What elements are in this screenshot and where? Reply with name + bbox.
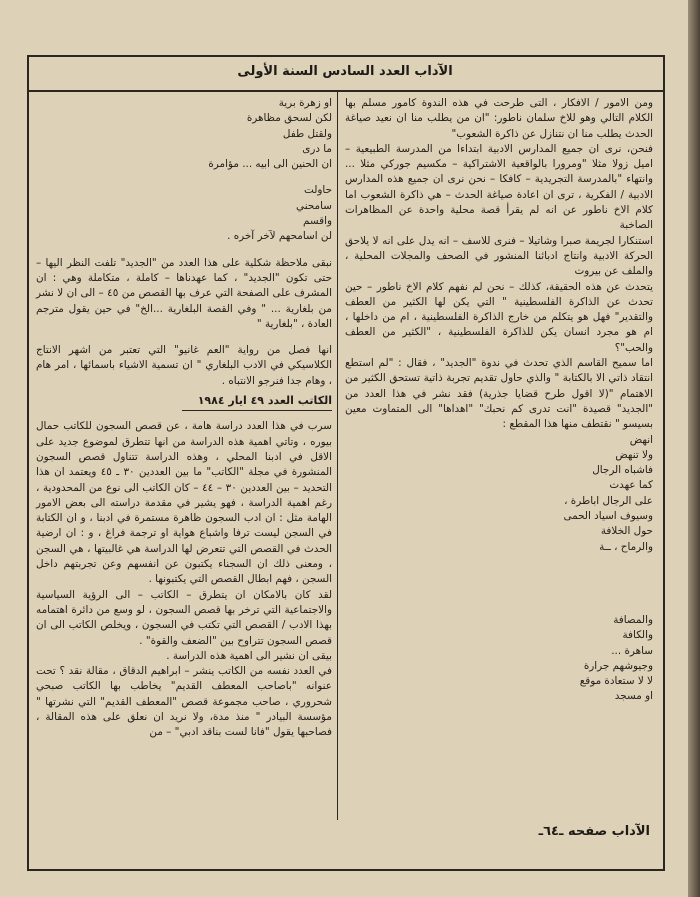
paragraph: فنحن، نرى ان جميع المدارس الادبية ابتداءا من المدرسة الطبيعية – اميل زولا مثلا "ومرورا بالواقعية الاشتراكية – مكسيم جوركي مثلا ... وانتهاء "بالمدرسة التجريدية – كافكا – نحن نرى ان جميع هذه المدارس الادبية / الفكرية ، ترى ان اعادة صياغة الحدث – هي ذاكرة الشعوب اما كلام الاخ ناطور عن انه لم يقرأ قصة محلية واحدة عن المظاهرات الصاخبة — [345, 142, 653, 232]
spacer — [36, 172, 332, 183]
poem-line: والكافة — [622, 629, 653, 642]
paragraph: لقد كان بالامكان ان يتطرق – الكاتب – الى الرؤية السياسية والاجتماعية التي ترخر بها قصص السجون ، لو وسع من دائرة اهتمامه بهذا الادب / القصص التي تكتب في السجون ، ويخلص الكاتب الى ان قصص السجون تتراوح بين "الضعف والقوة" . — [36, 588, 332, 647]
poem-line: ما درى — [302, 142, 332, 155]
spacer — [36, 245, 332, 256]
poem-line: لكن لسحق مظاهرة — [246, 112, 332, 125]
poem-line: سامحني — [296, 199, 332, 212]
paragraph: نبقى ملاحظة شكلية على هذا العدد من "الجديد" تلفت النظر اليها – حتى تكون "الجديد" ، كما عهدناها – كاملة ، متكاملة وهي : ان المشرف على الصفحة التي عرف بها القصص من ٤٥ – الى ان لا نشر من بلغارية ... " وفي القصة البلغارية ...الخ" في حين يقول مترجم العادة ، "بلغارية " — [36, 256, 332, 330]
poem-line: كما عهدت — [609, 479, 653, 492]
left-column — [36, 96, 332, 741]
poem-line: ساهرة ... — [611, 644, 653, 657]
poem-line: لا لا ستعادة موقع — [579, 675, 653, 688]
dateline-rule — [182, 410, 332, 411]
paragraph: انها فصل من رواية "العم غانيو" التي تعتبر من اشهر الانتاج الكلاسيكي في الادب البلغاري " ان تسمية الاشياء باسمائها ، امر هام ، وهام جدا فنرجو الانتباه . — [36, 344, 332, 387]
column-divider — [337, 92, 338, 820]
poem-line: ولقتل طفل — [282, 127, 332, 140]
poem-line: واقسم — [302, 215, 332, 228]
paragraph-intro: ومن الامور / الافكار ، التى طرحت في هذه الندوة كامور مسلم بها الكلام التالي وهو للاخ سلمان ناطور: "ان من يطلب منا ان نعيد صياغة الحدث يطلب منا ان نتنازل عن ذاكرة الشعوب" — [345, 97, 653, 140]
poem-line: حاولت — [304, 184, 332, 197]
poem-line: ان الحنين الى ابيه ... مؤامرة — [208, 158, 332, 171]
poem-continuation-mid — [36, 183, 332, 244]
poem-line: والرماح ، ــة — [599, 540, 653, 553]
poem-line: والمصافة — [613, 613, 653, 626]
poem-gap — [345, 555, 653, 613]
poem-line: حول الخلافة — [600, 525, 653, 538]
poem-line: لن اسامحهم لآخر آخره . — [227, 230, 332, 243]
poem-line: وسيوف اسياد الحمى — [563, 510, 653, 523]
poem-line: او زهرة برية — [278, 97, 332, 109]
poem-continuation-top — [36, 96, 332, 172]
paragraph: سرب في هذا العدد دراسة هامة ، عن قصص السجون للكاتب حمال بيوره ، وتاتي اهمية هذه الدراسة من انها تتطرق لموضوع جديد على الاقل في ادبنا المحلي ، وهذه الدراسة تتناول قصص السجون المنشورة في مجلة "الكاتب" ما بين العددين ٣٠ ـ ٤٥ ويعتمد ان هذا التحديد – بين العددين ٣٠ – ٤٤ – كان الكاتب الى نوع من المحدودية ، رغم اهمية الدراسة ، فهو يشير في مقدمة دراسته الى بعض الامور الهامة مثل : ان ادب السجون ظاهرة مستمرة في ادبنا ، و ان الكتابة في السجن ليست ترفا واشباع هواية او ترجمة فراغ ، و : ان ارضية الحدث في القصص التي تتعرض لها الدراسة هي غالبيتها ، هي السجن ، ومعنى ذلك ان السجناء يكتبون عن انفسهم وعن تجربتهم داخل السجن ، فهم ابطال القصص التي يكتبونها . — [36, 420, 333, 586]
poem-line: على الرجال اباطرة ، — [564, 494, 653, 507]
paragraph: في العدد نفسه من الكاتب ينشر – ابراهيم الدقاق ، مقالة نقد ؟ تحت عنوانه "باصاحب المعطف القديم" يخاطب بها الكاتب صبحي شحروري ، صاحب مجموعة قصص "المعطف القديم" التي نشرتها " مؤسسة البيادر " منذ مدة، ولا نريد ان نعلق على هذه المقالة ، فصاحبها يقول "فانا لست بناقد ادبي" – من — [36, 665, 332, 739]
section-dateline: الكاتب العدد ٤٩ ايار ١٩٨٤ — [197, 394, 332, 408]
paragraph: استنكارا لجريمة صبرا وشاتيلا – فنرى للاسف – انه يدل على انه لا يلاحق الحركة الادبية وانتاج ادبائنا المنشور في الصحف والمجلات المحلية ، والملف عن بيروت — [345, 234, 653, 278]
spacer — [36, 332, 332, 343]
poem-line: ولا تنهض — [615, 448, 653, 461]
page-binding-shadow — [688, 0, 700, 897]
paragraph: بيقى ان نشير الى اهمية هذه الدراسة . — [166, 649, 332, 662]
paragraph: يتحدث عن هذه الحقيقة، كذلك – نحن لم نفهم كلام الاخ ناطور – حين تحدث عن الذاكرة الفلسطينية " التي يكن لها الكثير من العطف والتقدير" فهل هو يتكلم من خارج الذاكرة الفلسطينية ، ام من داخلها ، ام هو مجرد انسان يكن للذاكرة الفلسطينية ، "الكثير من العطف والحب"؟ — [345, 280, 653, 354]
poem-line: او مسجد — [614, 690, 653, 703]
header-rule — [27, 90, 665, 92]
poem-excerpt — [345, 433, 653, 705]
poem-line: فاشباه الرجال — [592, 464, 653, 477]
paragraph: اما سميح القاسم الذي تحدث في ندوة "الجديد" ، فقال : "لم استطع انتقاد ذاتي الا بالكتابة " والذي حاول تقديم تجربة ذاتية تستحق الكثير من الاهتمام "(لا اقول طرح قضايا جذرية) فقد نشر في هذا العدد من "الجديد" قصيدة "انت تدرى كم نحبك" "اهداها" الى المتماوت معين بسيسو " نقتطف منها هذا المقطع : — [345, 357, 653, 431]
running-head: الآداب العدد السادس السنة الأولى — [237, 64, 453, 79]
right-column — [345, 96, 653, 705]
poem-line: انهض — [629, 433, 653, 446]
page-folio: الآداب صفحه ـ٦٤ـ — [538, 824, 650, 839]
poem-line: وجيوشهم جرارة — [583, 659, 653, 672]
